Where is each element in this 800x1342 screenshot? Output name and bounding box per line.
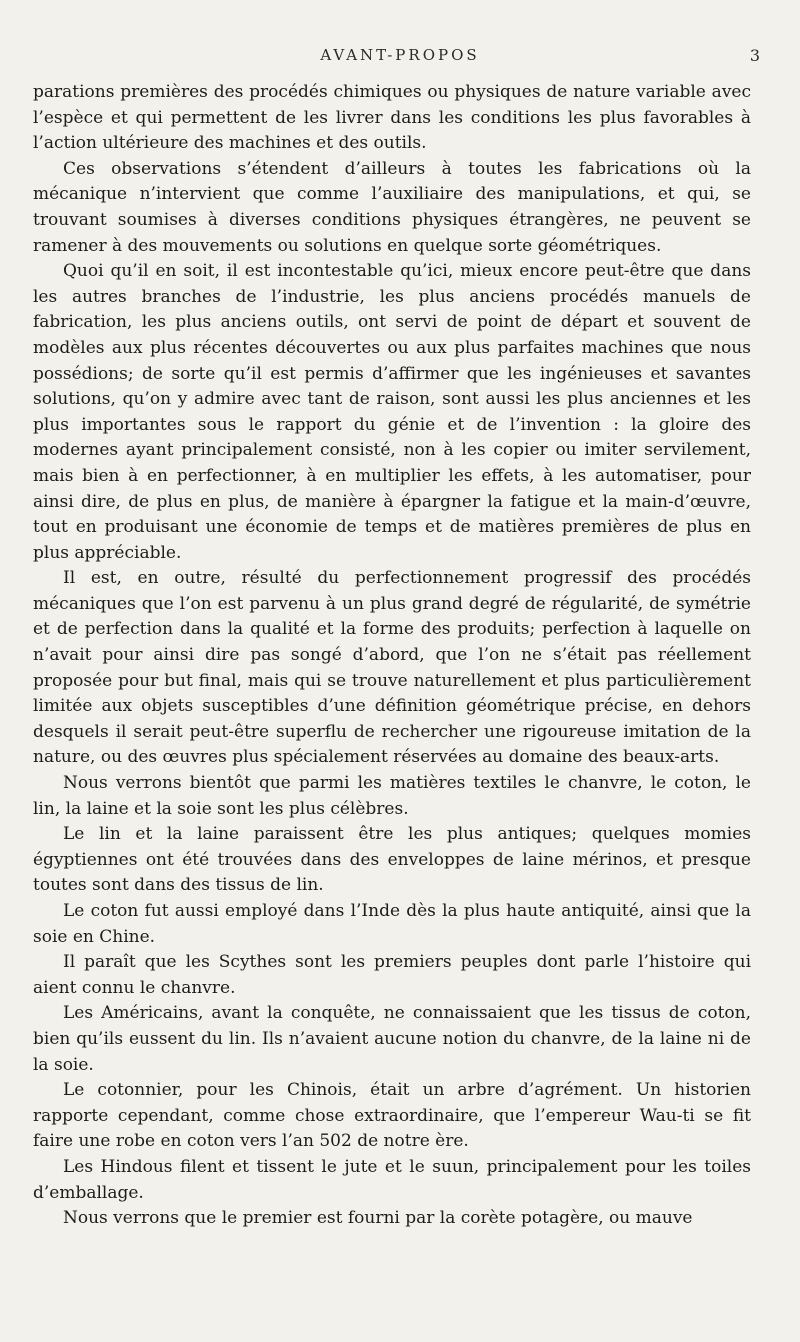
paragraph: Il paraît que les Scythes sont les premiers peuples dont parle l’histoire qui aient connu le chanvre. xyxy=(33,952,751,998)
paragraph: Le coton fut aussi employé dans l’Inde dès la plus haute antiquité, ainsi que la soie en Chine. xyxy=(33,901,751,947)
paragraph: Les Hindous filent et tissent le jute et le suun, principalement pour les toiles d’emballage. xyxy=(33,1156,751,1203)
paragraph: Nous verrons que le premier est fourni par la corète potagère, ou mauve xyxy=(63,1208,693,1229)
body-text xyxy=(33,80,751,1232)
running-title: AVANT-PROPOS xyxy=(320,46,480,64)
paragraph: Ces observations s’étendent d’ailleurs à toutes les fabrications où la mécanique n’intervient que comme l’auxiliaire des manipulations, et qui, se trouvant soumises à diverses conditions physiques étrangères, ne peuvent se ramener à des mouvements ou solutions en quelque sorte géométriques. xyxy=(33,158,751,256)
paragraph: Nous verrons bientôt que parmi les matières textiles le chanvre, le coton, le lin, la laine et la soie sont les plus célèbres. xyxy=(33,773,751,819)
paragraph-continuation: parations premières des procédés chimiques ou physiques de nature variable avec l’espèce et qui permettent de les livrer dans les conditions les plus favorables à l’action ultérieure des machines et des outils. xyxy=(33,82,751,154)
page-number: 3 xyxy=(749,46,760,65)
paragraph: Il est, en outre, résulté du perfectionnement progressif des procédés mécaniques que l’on est parvenu à un plus grand degré de régularité, de symétrie et de perfection dans la qualité et la forme des produits; perfection à laquelle on n’avait pour ainsi dire pas songé d’abord, que l’on ne s’était pas réellement proposée pour but final, mais qui se trouve naturellement et plus particulièrement limitée aux objets susceptibles d’une définition géométrique précise, en dehors desquels il serait peut-être superflu de rechercher une rigoureuse imitation de la nature, ou des œuvres plus spécialement réservées au domaine des beaux-arts. xyxy=(33,568,751,768)
paragraph: Le lin et la laine paraissent être les plus antiques; quelques momies égyptiennes ont été trouvées dans des enveloppes de laine mérinos, et presque toutes sont dans des tissus de lin. xyxy=(33,824,751,896)
paragraph: Le cotonnier, pour les Chinois, était un arbre d’agrément. Un historien rapporte cependant, comme chose extraordinaire, que l’empereur Wau-ti se fit faire une robe en coton vers l’an 502 de notre ère. xyxy=(33,1080,751,1152)
paragraph: Les Américains, avant la conquête, ne connaissaient que les tissus de coton, bien qu’ils eussent du lin. Ils n’avaient aucune notion du chanvre, de la laine ni de la soie. xyxy=(33,1003,751,1075)
page-header xyxy=(0,42,800,74)
paragraph: Quoi qu’il en soit, il est incontestable qu’ici, mieux encore peut-être que dans les autres branches de l’industrie, les plus anciens procédés manuels de fabrication, les plus anciens outils, ont servi de point de départ et souvent de modèles aux plus récentes découvertes ou aux plus parfaites machines que nous possédions; de sorte qu’il est permis d’affirmer que les ingénieuses et savantes solutions, qu’on y admire avec tant de raison, sont aussi les plus anciennes et les plus importantes sous le rapport du génie et de l’invention : la gloire des modernes ayant principalement consisté, non à les copier ou imiter servilement, mais bien à en perfectionner, à en multiplier les effets, à les automatiser, pour ainsi dire, de plus en plus, de manière à épargner la fatigue et la main-d’œuvre, tout en produisant une économie de temps et de matières premières de plus en plus appréciable. xyxy=(33,261,751,563)
